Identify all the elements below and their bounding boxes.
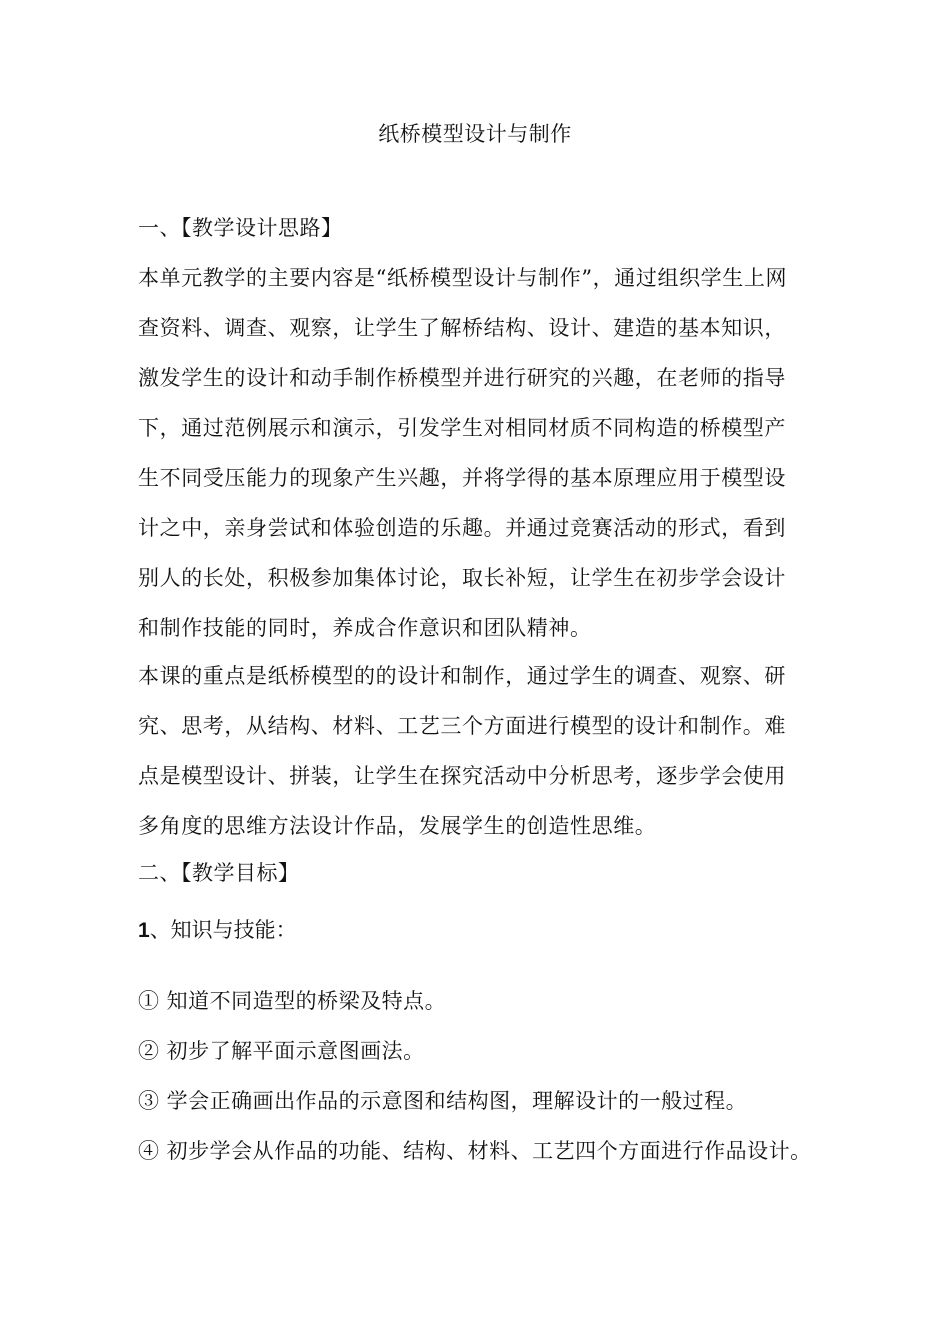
goal-item: ① 知道不同造型的桥梁及特点。 [138,989,447,1013]
document-title: 纸桥模型设计与制作 [378,122,572,146]
subheading-knowledge-skills [138,915,297,946]
goal-item: ② 初步了解平面示意图画法。 [138,1039,425,1063]
subheading-text: 、知识与技能： [149,918,297,942]
paragraph-line: 别人的长处，积极参加集体讨论，取长补短，让学生在初步学会设计 [138,566,786,590]
goal-item: ④ 初步学会从作品的功能、结构、材料、工艺四个方面进行作品设计。 [138,1139,812,1163]
paragraph-key-points [138,651,838,851]
paragraph-line: 本单元教学的主要内容是“纸桥模型设计与制作”，通过组织学生上网 [138,266,788,290]
goal-item: ③ 学会正确画出作品的示意图和结构图，理解设计的一般过程。 [138,1089,748,1113]
paragraph-line: 本课的重点是纸桥模型的的设计和制作，通过学生的调查、观察、研 [138,664,786,688]
subheading-number: 1 [138,919,150,942]
section-heading-design-idea: 一、【教学设计思路】 [138,216,343,240]
paragraph-line: 计之中，亲身尝试和体验创造的乐趣。并通过竞赛活动的形式，看到 [138,516,786,540]
paragraph-line: 多角度的思维方法设计作品，发展学生的创造性思维。 [138,814,657,838]
section-heading-teaching-goals: 二、【教学目标】 [138,861,300,885]
paragraph-line: 生不同受压能力的现象产生兴趣，并将学得的基本原理应用于模型设 [138,466,786,490]
paragraph-line: 究、思考，从结构、材料、工艺三个方面进行模型的设计和制作。难 [138,714,786,738]
paragraph-line: 和制作技能的同时，养成合作意识和团队精神。 [138,616,592,640]
paragraph-design-idea [138,253,838,653]
paragraph-line: 激发学生的设计和动手制作桥模型并进行研究的兴趣，在老师的指导 [138,366,786,390]
paragraph-line: 点是模型设计、拼装，让学生在探究活动中分析思考，逐步学会使用 [138,764,786,788]
paragraph-line: 查资料、调查、观察，让学生了解桥结构、设计、建造的基本知识， [138,316,786,340]
paragraph-line: 下，通过范例展示和演示，引发学生对相同材质不同构造的桥模型产 [138,416,786,440]
